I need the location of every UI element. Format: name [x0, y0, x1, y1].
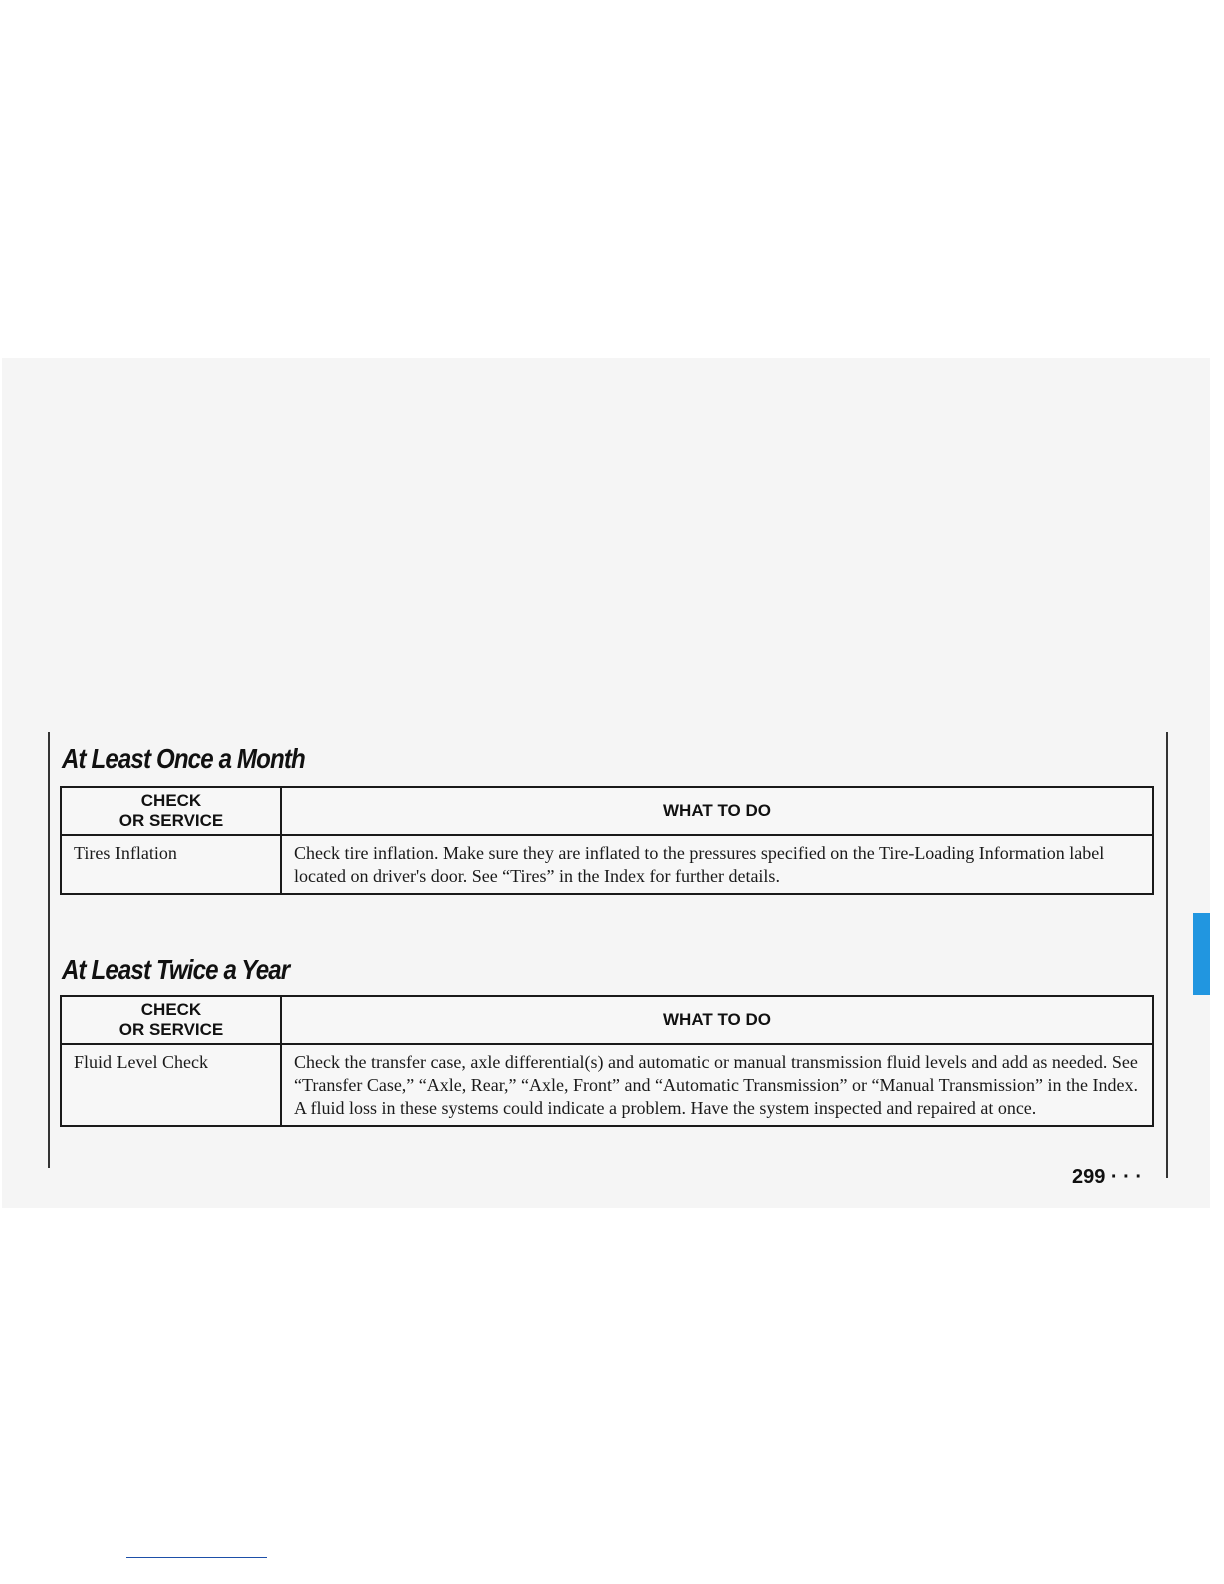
section-title-once-a-month: At Least Once a Month	[62, 743, 305, 774]
section-title-twice-a-year: At Least Twice a Year	[62, 954, 290, 985]
what-to-do-cell: Check the transfer case, axle differential(s) and automatic or manual transmission fluid levels and add as needed. See “Transfer Case,” “Axle, Rear,” “Axle, Front” and “Automatic Transmission” or “Manual Transmission” in the Index. A fluid loss in these systems could indicate a problem. Have the system inspected and repaired at once.	[281, 1044, 1153, 1126]
maintenance-table-monthly	[60, 786, 1154, 895]
what-to-do-header: WHAT TO DO	[281, 787, 1153, 835]
table-row	[61, 1044, 1153, 1126]
table-header-row	[61, 996, 1153, 1044]
page-number: 299 · · ·	[1072, 1166, 1143, 1188]
check-item-cell: Tires Inflation	[61, 835, 281, 894]
right-margin-rule	[1166, 732, 1168, 1178]
check-or-service-header: CHECK OR SERVICE	[61, 787, 281, 835]
what-to-do-header: WHAT TO DO	[281, 996, 1153, 1044]
table-row	[61, 835, 1153, 894]
section-edge-tab	[1193, 913, 1210, 995]
check-item-cell: Fluid Level Check	[61, 1044, 281, 1126]
maintenance-table-semiannual	[60, 995, 1154, 1127]
table-header-row	[61, 787, 1153, 835]
footnote-rule	[126, 1557, 267, 1558]
what-to-do-cell: Check tire inflation. Make sure they are inflated to the pressures specified on the Tire-Loading Information label located on driver's door. See “Tires” in the Index for further details.	[281, 835, 1153, 894]
left-margin-rule	[48, 732, 50, 1168]
check-or-service-header: CHECK OR SERVICE	[61, 996, 281, 1044]
